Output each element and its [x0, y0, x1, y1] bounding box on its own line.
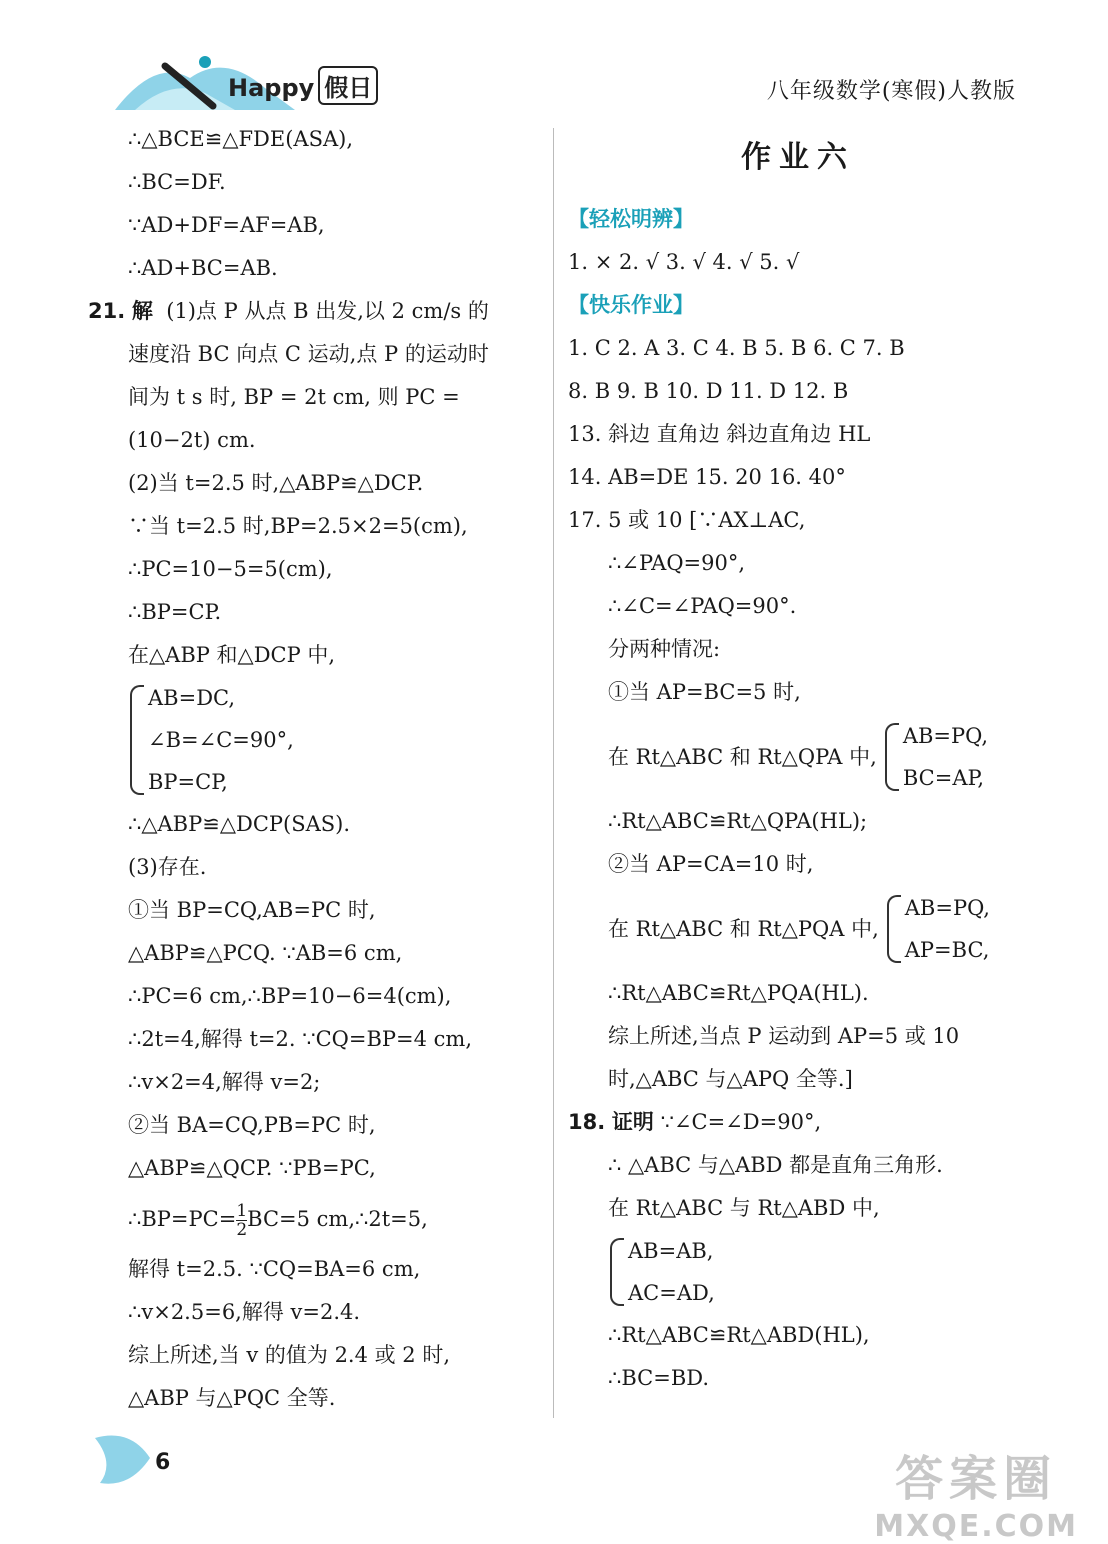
answer-line: 8. B 9. B 10. D 11. D 12. B	[568, 379, 849, 403]
question-21-line	[88, 290, 546, 333]
logo-holiday-box: 假日	[318, 66, 378, 105]
text-line: ∴△ABP≌△DCP(SAS).	[128, 812, 351, 836]
fraction-denominator: 2	[236, 1220, 248, 1240]
text-line: ∴Rt△ABC≌Rt△QPA(HL);	[608, 809, 868, 833]
text-line: 在 Rt△ABC 与 Rt△ABD 中,	[608, 1196, 880, 1220]
text-line: ∵AD+DF=AF=AB,	[128, 213, 325, 237]
text-line: (10−2t) cm.	[128, 428, 256, 452]
text-line: ①当 BP=CQ,AB=PC 时,	[128, 898, 376, 922]
text-line: ∴BC=BD.	[608, 1366, 710, 1390]
equation-line: AB=PQ,	[902, 724, 988, 748]
text-fragment: BC=5 cm,∴2t=5,	[247, 1207, 428, 1231]
text-line: ∴△BCE≌△FDE(ASA),	[128, 127, 353, 151]
equation-line: BC=AP,	[902, 766, 985, 790]
equation-line: AB=AB,	[628, 1239, 714, 1263]
equation-system	[568, 1230, 1028, 1314]
text-line: 在△ABP 和△DCP 中,	[128, 643, 336, 667]
brace-icon	[887, 895, 901, 963]
column-divider	[553, 128, 554, 1418]
equation-system	[879, 887, 990, 971]
brace-icon	[885, 723, 899, 791]
text-line: ②当 AP=CA=10 时,	[608, 852, 814, 876]
fraction-numerator: 1	[236, 1201, 248, 1221]
solution-label: 解	[131, 299, 153, 323]
question-18-line	[568, 1101, 1028, 1144]
text-line: ①当 AP=BC=5 时,	[608, 680, 801, 704]
text-line: ∴PC=6 cm,∴BP=10−6=4(cm),	[128, 984, 452, 1008]
text-line: ∴∠C=∠PAQ=90°.	[608, 594, 797, 618]
text-line: 分两种情况:	[608, 637, 721, 661]
text-line-fraction	[88, 1190, 546, 1248]
text-line: ∴v×2=4,解得 v=2;	[128, 1070, 321, 1094]
section-heading: 【轻松明辨】	[568, 207, 694, 231]
text-line: ∴BP=CP.	[128, 600, 222, 624]
inline-equation-system	[568, 886, 1028, 972]
equation-line: ∠B=∠C=90°,	[148, 728, 294, 752]
question-number: 21.	[88, 299, 126, 323]
text-line: ∴Rt△ABC≌Rt△PQA(HL).	[608, 981, 869, 1005]
equation-line: AP=BC,	[904, 938, 990, 962]
text-line: ∴v×2.5=6,解得 v=2.4.	[128, 1300, 361, 1324]
text-line: ∵当 t=2.5 时,BP=2.5×2=5(cm),	[128, 514, 468, 538]
watermark	[874, 1440, 1078, 1544]
section-heading: 【快乐作业】	[568, 293, 694, 317]
text-line: 时,△ABC 与△APQ 全等.]	[608, 1067, 853, 1091]
text-line: (3)存在.	[128, 855, 207, 879]
text-line: (1)点 P 从点 B 出发,以 2 cm/s 的	[166, 299, 489, 323]
text-line: △ABP 与△PQC 全等.	[128, 1386, 336, 1410]
text-line: ∴AD+BC=AB.	[128, 256, 278, 280]
text-line: ∴BC=DF.	[128, 170, 226, 194]
equation-system	[877, 715, 988, 799]
right-column	[568, 118, 1028, 1400]
text-line: 综上所述,当 v 的值为 2.4 或 2 时,	[128, 1343, 451, 1367]
text-fragment: ∴BP=PC=	[128, 1207, 237, 1231]
text-line: ∴2t=4,解得 t=2. ∵CQ=BP=4 cm,	[128, 1027, 472, 1051]
proof-label: 证明	[611, 1110, 654, 1134]
equation-line: BP=CP,	[148, 770, 228, 794]
text-line: 间为 t s 时, BP = 2t cm, 则 PC =	[128, 385, 460, 409]
text-fragment: ∵∠C=∠D=90°,	[660, 1110, 822, 1134]
text-line: 在 Rt△ABC 和 Rt△PQA 中,	[608, 916, 879, 941]
text-line: 解得 t=2.5. ∵CQ=BA=6 cm,	[128, 1257, 421, 1281]
answer-line: 1. C 2. A 3. C 4. B 5. B 6. C 7. B	[568, 336, 905, 360]
watermark-text: 答案圈	[895, 1451, 1058, 1507]
watermark-url: MXQE.COM	[874, 1509, 1078, 1544]
equation-line: AB=DC,	[148, 686, 236, 710]
brace-icon	[130, 685, 144, 795]
equation-system	[88, 677, 546, 803]
page-number: 6	[155, 1450, 171, 1475]
answer-line: 13. 斜边 直角边 斜边直角边 HL	[568, 422, 871, 446]
text-line: 综上所述,当点 P 运动到 AP=5 或 10	[608, 1024, 960, 1048]
book-title: 八年级数学(寒假)人教版	[766, 79, 1016, 104]
text-line: ②当 BA=CQ,PB=PC 时,	[128, 1113, 376, 1137]
text-line: ∴ △ABC 与△ABD 都是直角三角形.	[608, 1153, 943, 1177]
question-number: 18.	[568, 1110, 606, 1134]
text-line: (2)当 t=2.5 时,△ABP≌△DCP.	[128, 471, 424, 495]
text-line: 在 Rt△ABC 和 Rt△QPA 中,	[608, 744, 877, 769]
text-line: ∴∠PAQ=90°,	[608, 551, 746, 575]
text-line: △ABP≌△QCP. ∵PB=PC,	[128, 1156, 376, 1180]
answer-line: 14. AB=DE 15. 20 16. 40°	[568, 465, 846, 489]
brace-icon	[610, 1238, 624, 1306]
footer-leaf-icon	[90, 1428, 160, 1488]
inline-equation-system	[568, 714, 1028, 800]
text-line: ∴PC=10−5=5(cm),	[128, 557, 333, 581]
answer-line: 1. × 2. √ 3. √ 4. √ 5. √	[568, 250, 800, 274]
logo-text: Happy 假日	[228, 66, 378, 105]
assignment-title: 作业六	[741, 140, 855, 175]
left-column	[88, 118, 546, 1420]
text-line: 速度沿 BC 向点 C 运动,点 P 的运动时	[128, 342, 489, 366]
fraction	[236, 1202, 247, 1239]
equation-line: AC=AD,	[628, 1281, 715, 1305]
text-line: △ABP≌△PCQ. ∵AB=6 cm,	[128, 941, 403, 965]
page-header	[0, 0, 1108, 120]
answer-line: 17. 5 或 10 [∵AX⊥AC,	[568, 508, 806, 532]
equation-line: AB=PQ,	[904, 896, 990, 920]
text-line: ∴Rt△ABC≌Rt△ABD(HL),	[608, 1323, 870, 1347]
